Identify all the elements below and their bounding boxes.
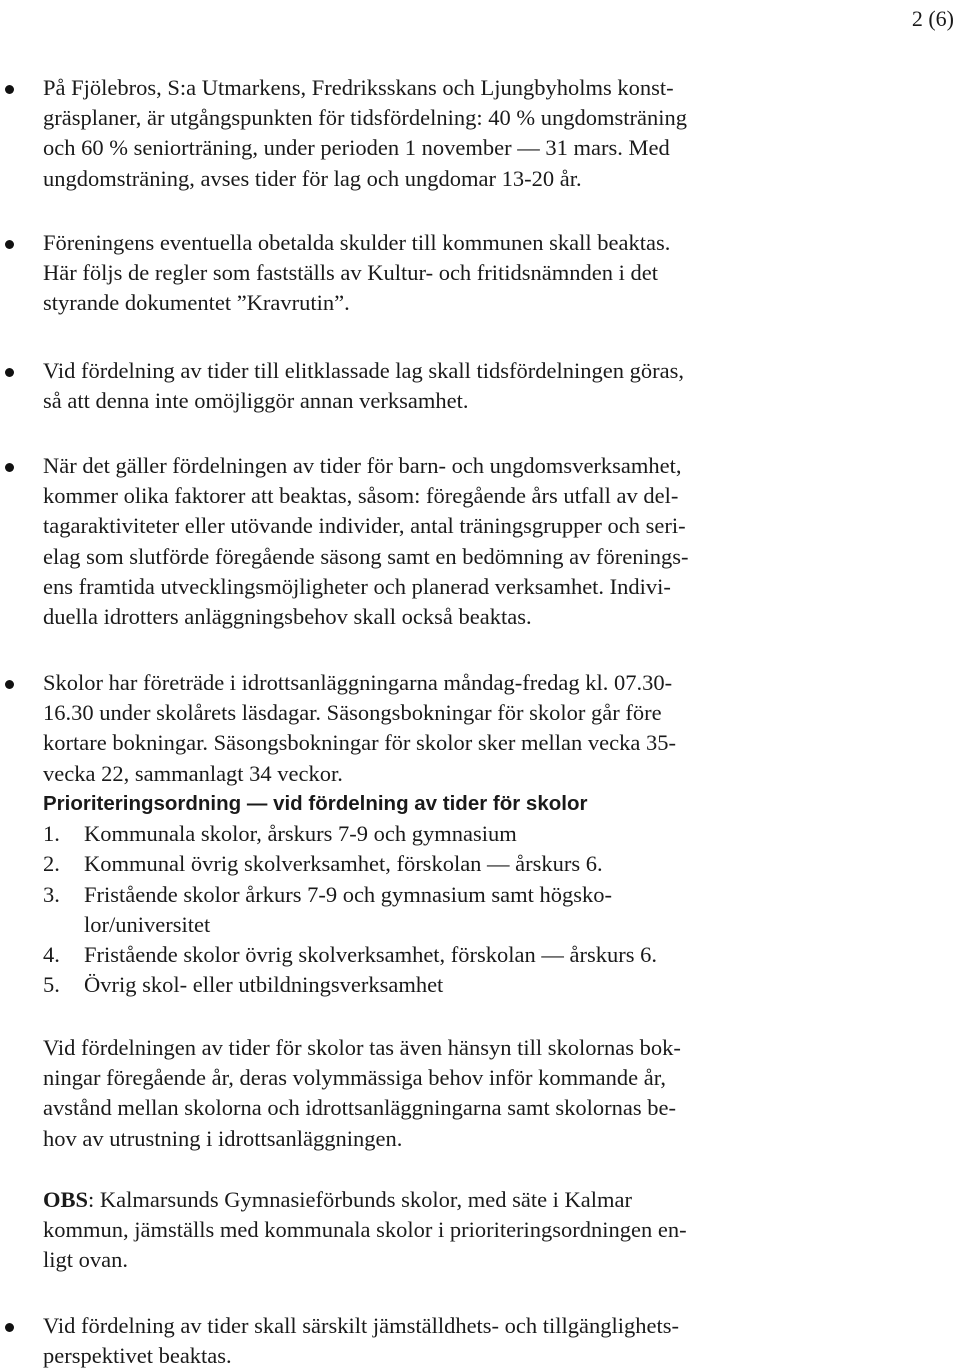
text-line: styrande dokumentet ”Kravrutin”. (43, 290, 350, 316)
school-priority-section (43, 789, 788, 1000)
text-line: Fristående skolor övrig skolverksamhet, förskolan — årskurs 6. (84, 942, 658, 968)
text-line: ens framtida utvecklingsmöjligheter och planerad verksamhet. Indivi- (43, 573, 671, 599)
text-line: 16.30 under skolårets läsdagar. Säsongsbokningar för skolor går före (43, 700, 662, 726)
text-line: duella idrotters anläggningsbehov skall också beaktas. (43, 604, 532, 630)
bullet-icon (5, 463, 14, 472)
text-line: kommer olika faktorer att beaktas, såsom: föregående års utfall av del- (43, 483, 679, 509)
text-line: ungdomsträning, avses tider för lag och ungdomar 13-20 år. (43, 165, 582, 191)
text-line: Fristående skolor årkurs 7-9 och gymnasium samt högsko- (84, 881, 613, 907)
bullet-icon (5, 240, 14, 249)
bullet-text (43, 228, 788, 319)
text-line: Kommunala skolor, årskurs 7-9 och gymnasium (84, 821, 517, 847)
obs-label: OBS (43, 1187, 89, 1212)
text-line: Vid fördelning av tider skall särskilt jämställdhets- och tillgänglighets- (43, 1313, 680, 1338)
text-line: vecka 22, sammanlagt 34 veckor. (43, 760, 343, 786)
priority-heading: Prioriteringsordning — vid fördelning av tider för skolor (43, 792, 588, 815)
list-number: 4. (43, 942, 60, 968)
text-line: gräsplaner, är utgångspunkten för tidsfördelning: 40 % ungdomsträning (43, 105, 687, 131)
text-line: Föreningens eventuella obetalda skulder till kommunen skall beaktas. (43, 230, 671, 255)
text-line: När det gäller fördelningen av tider för barn- och ungdomsverksamhet, (43, 453, 682, 478)
text-line: Vid fördelning av tider till elitklassade lag skall tidsfördelningen göras, (43, 358, 684, 383)
list-text (84, 819, 788, 849)
list-number: 5. (43, 972, 60, 998)
text-line: ligt ovan. (43, 1247, 128, 1273)
priority-list-item (43, 880, 788, 940)
obs-paragraph (43, 1185, 788, 1276)
list-text (84, 940, 788, 970)
bullet-icon (5, 1323, 14, 1332)
text-line: På Fjölebros, S:a Utmarkens, Fredriksskans och Ljungbyholms konst- (43, 75, 674, 100)
priority-list-item (43, 819, 788, 849)
text-line: avstånd mellan skolorna och idrottsanläggningarna samt skolornas be- (43, 1095, 676, 1121)
text-line: kortare bokningar. Säsongsbokningar för skolor sker mellan vecka 35- (43, 730, 676, 756)
text-line: Kommunal övrig skolverksamhet, förskolan — årskurs 6. (84, 851, 603, 877)
page-number: 2 (6) (911, 6, 954, 31)
bullet-text (43, 451, 788, 632)
bullet-text (43, 1311, 788, 1371)
list-number: 2. (43, 851, 60, 877)
text-line: Skolor har företräde i idrottsanläggningarna måndag-fredag kl. 07.30- (43, 670, 673, 695)
schools-paragraph (43, 1033, 788, 1154)
text-line: elag som slutförde föregående säsong samt en bedömning av förenings- (43, 543, 689, 569)
text-line: kommun, jämställs med kommunala skolor i prioriteringsordningen en- (43, 1217, 687, 1243)
text-line: Här följs de regler som fastställs av Kultur- och fritidsnämnden i det (43, 260, 659, 286)
bullet-icon (5, 85, 14, 94)
text-line: Övrig skol- eller utbildningsverksamhet (84, 972, 444, 998)
bullet-text (43, 73, 788, 194)
bullet-icon (5, 368, 14, 377)
text-line: hov av utrustning i idrottsanläggningen. (43, 1125, 403, 1151)
bullet-icon (5, 680, 14, 689)
priority-list-item (43, 970, 788, 1000)
list-text (84, 849, 788, 879)
list-number: 3. (43, 881, 60, 907)
list-text (84, 880, 788, 940)
priority-list-item (43, 940, 788, 970)
bullet-text (43, 356, 788, 416)
text-line: Vid fördelningen av tider för skolor tas även hänsyn till skolornas bok- (43, 1035, 681, 1060)
priority-list-item (43, 849, 788, 879)
list-number: 1. (43, 821, 60, 847)
text-line: så att denna inte omöjliggör annan verksamhet. (43, 388, 469, 414)
list-text (84, 970, 788, 1000)
text-line: lor/universitet (84, 911, 211, 937)
bullet-text (43, 668, 788, 789)
text-line (43, 1185, 788, 1215)
text-line: perspektivet beaktas. (43, 1343, 232, 1369)
text-line: tagaraktiviteter eller utövande individer, antal träningsgrupper och seri- (43, 513, 686, 539)
obs-text: : Kalmarsunds Gymnasieförbunds skolor, med säte i Kalmar (88, 1187, 633, 1212)
text-line: ningar föregående år, deras volymmässiga behov inför kommande år, (43, 1065, 666, 1091)
text-line: och 60 % seniorträning, under perioden 1 november — 31 mars. Med (43, 135, 670, 161)
